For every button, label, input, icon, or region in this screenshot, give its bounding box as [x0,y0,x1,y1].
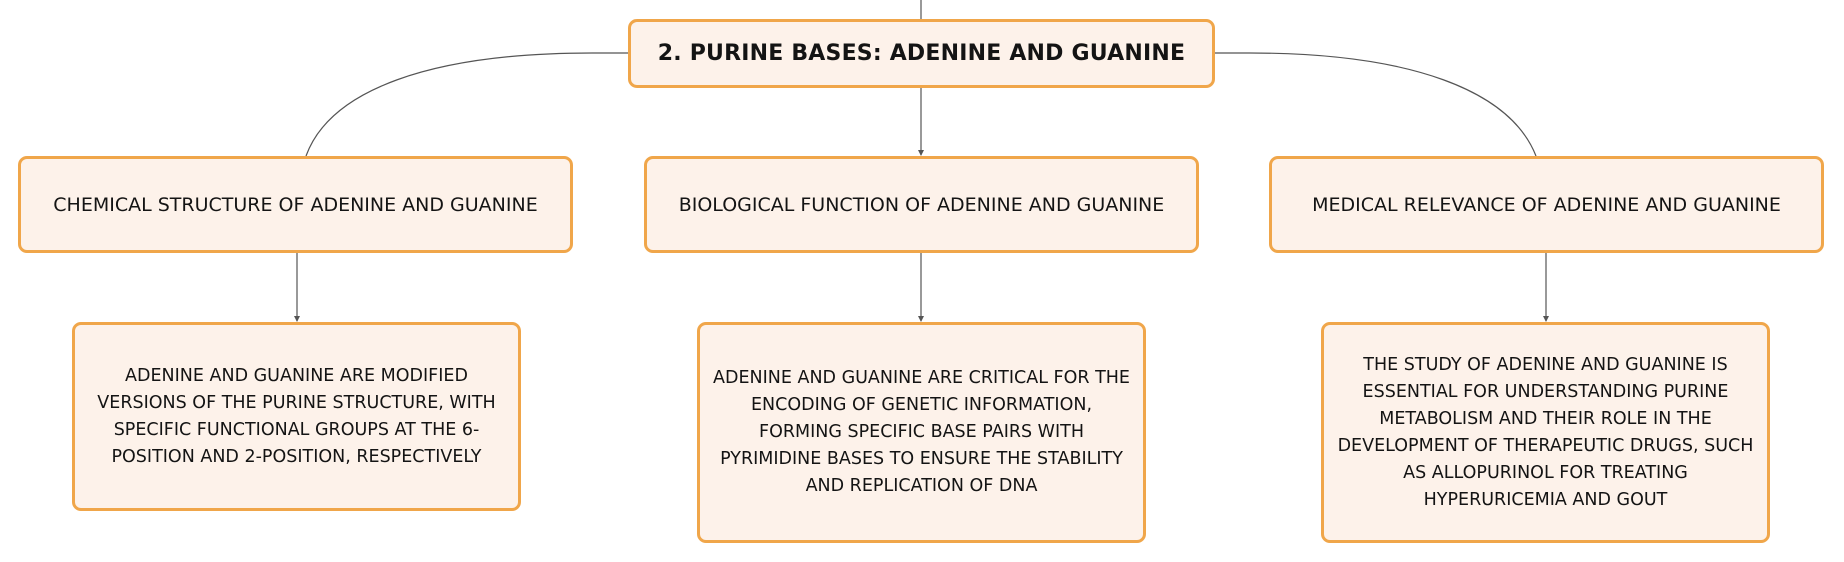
detail-text-chemical-structure: ADENINE AND GUANINE ARE MODIFIED VERSIONS OF THE PURINE STRUCTURE, WITH SPECIFIC FUNCTIONAL GROUPS AT THE 6-POSITION AND 2-POSITION, RESPECTIVELY [97,365,496,467]
detail-node-biological-function[interactable] [697,322,1146,543]
root-topic-label: 2. PURINE BASES: ADENINE AND GUANINE [657,41,1186,66]
branch-node-biological-function[interactable] [644,156,1199,253]
branch-label-biological-function: BIOLOGICAL FUNCTION OF ADENINE AND GUANINE [678,193,1165,216]
detail-node-medical-relevance[interactable] [1321,322,1770,543]
detail-node-chemical-structure[interactable] [72,322,521,511]
branch-node-chemical-structure[interactable] [18,156,573,253]
branch-label-medical-relevance: MEDICAL RELEVANCE OF ADENINE AND GUANINE [1312,193,1781,216]
branch-label-chemical-structure: CHEMICAL STRUCTURE OF ADENINE AND GUANINE [53,193,538,216]
branch-node-medical-relevance[interactable] [1269,156,1824,253]
connector-root-to-medical [1215,53,1536,156]
detail-text-biological-function: ADENINE AND GUANINE ARE CRITICAL FOR THE ENCODING OF GENETIC INFORMATION, FORMING SPECIFIC BASE PAIRS WITH PYRIMIDINE BASES TO ENSURE THE STABILITY AND REPLICATION OF DNA [713,368,1130,496]
detail-text-medical-relevance: THE STUDY OF ADENINE AND GUANINE IS ESSENTIAL FOR UNDERSTANDING PURINE METABOLISM AND THEIR ROLE IN THE DEVELOPMENT OF THERAPEUTIC DRUGS, SUCH AS ALLOPURINOL FOR TREATING HYPERURICEMIA AND GOUT [1337,354,1754,510]
connector-root-to-chemical [306,53,628,156]
root-topic-node[interactable] [628,19,1215,88]
